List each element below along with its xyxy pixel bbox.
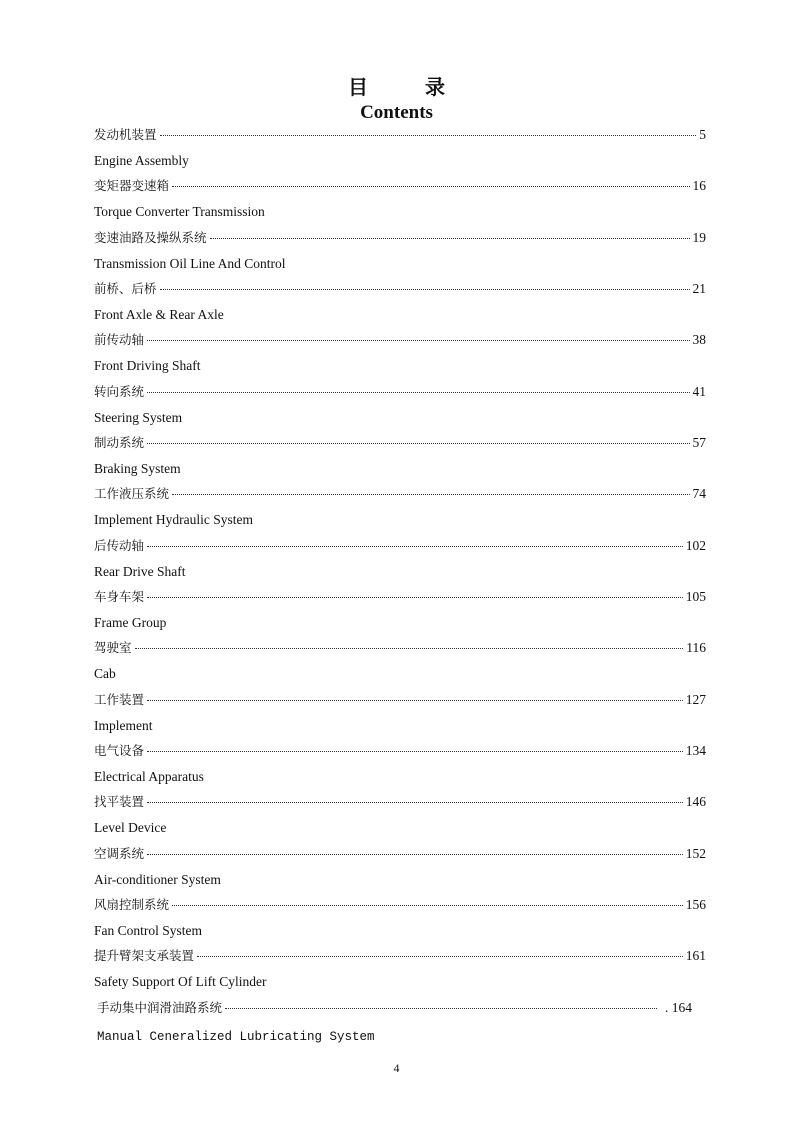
toc-entry-chinese-title: 前桥、后桥: [94, 280, 157, 296]
toc-entry-chinese-title: 工作装置: [94, 691, 145, 707]
toc-entry-page-number: 146: [685, 794, 706, 810]
toc-entry-english-title: Steering System: [94, 409, 183, 425]
toc-entry-english-title: Torque Converter Transmission: [94, 204, 265, 220]
toc-entry: [94, 788, 706, 839]
dot-leader: [147, 854, 683, 855]
toc-entry-page-number: 74: [692, 486, 706, 502]
toc-entry-page-number: 156: [685, 896, 706, 912]
toc-entry-chinese-row: [94, 121, 706, 149]
toc-entry-english-title: Braking System: [94, 460, 181, 476]
toc-entry: [94, 840, 706, 891]
toc-entry-english-title: Electrical Apparatus: [94, 768, 204, 784]
toc-entry-chinese-row: [94, 480, 706, 508]
toc-entry-chinese-row: [94, 326, 706, 354]
toc-entry: [94, 224, 706, 275]
toc-entry-english-title: Frame Group: [94, 614, 167, 630]
toc-entry-chinese-row: [94, 737, 706, 765]
dot-leader: [225, 1008, 657, 1009]
toc-entry: [94, 429, 706, 480]
toc-entry-chinese-row: [94, 378, 706, 406]
dot-leader: [210, 238, 690, 239]
toc-entry-chinese-title: 工作液压系统: [94, 486, 170, 502]
dot-leader: [147, 443, 689, 444]
toc-entry-page-number: 102: [685, 537, 706, 553]
toc-entry-page-number: 21: [692, 280, 706, 296]
toc-entry-chinese-title: 发动机装置: [94, 127, 157, 142]
toc-entry-page-number: 41: [692, 383, 706, 399]
toc-entry-page-number: 161: [685, 948, 706, 964]
toc-entry-chinese-title: 电气设备: [94, 742, 145, 758]
toc-entry-chinese-title: 变速油路及操纵系统: [94, 229, 207, 245]
toc-entry-english-title: Cab: [94, 666, 116, 682]
table-of-contents: [94, 121, 706, 1045]
toc-entry-chinese-title: 后传动轴: [94, 537, 145, 553]
toc-entry-chinese-title: 制动系统: [94, 434, 145, 450]
toc-entry-english-title: Fan Control System: [94, 922, 203, 938]
dot-leader: [147, 392, 689, 393]
toc-entry: [94, 121, 706, 172]
dot-leader: [172, 494, 689, 495]
toc-entry-english-title: Transmission Oil Line And Control: [94, 255, 286, 271]
toc-entry: [94, 686, 706, 737]
toc-entry: [94, 994, 706, 1045]
toc-entry-chinese-row: [94, 994, 706, 1022]
toc-entry-page-number: 38: [692, 332, 706, 348]
toc-entry-chinese-title: 空调系统: [94, 845, 145, 861]
toc-entry-chinese-title: 手动集中润滑油路系统: [97, 999, 223, 1015]
toc-entry-page-number: . 164: [665, 999, 692, 1015]
toc-entry-page-number: 116: [686, 640, 706, 656]
toc-entry-page-number: 127: [685, 691, 706, 707]
toc-entry-english-title: Rear Drive Shaft: [94, 563, 186, 579]
toc-entry-chinese-row: [94, 172, 706, 200]
toc-entry-chinese-title: 前传动轴: [94, 332, 145, 348]
toc-entry: [94, 737, 706, 788]
toc-entry-chinese-row: [94, 686, 706, 714]
toc-entry-english-title: Engine Assembly: [94, 153, 189, 168]
toc-entry-chinese-title: 找平装置: [94, 794, 145, 810]
toc-entry-english-title: Level Device: [94, 820, 167, 836]
dot-leader: [147, 340, 689, 341]
toc-entry-chinese-row: [94, 942, 706, 970]
toc-entry: [94, 378, 706, 429]
toc-entry-english-title: Manual Ceneralized Lubricating System: [97, 1029, 375, 1044]
toc-entry-page-number: 16: [692, 178, 706, 194]
toc-entry-english-title: Implement: [94, 717, 153, 733]
toc-entry-chinese-row: [94, 634, 706, 662]
toc-entry-page-number: 152: [685, 845, 706, 861]
toc-entry: [94, 480, 706, 531]
toc-entry: [94, 172, 706, 223]
dot-leader: [197, 956, 683, 957]
toc-entry-english-title: Front Driving Shaft: [94, 358, 201, 374]
dot-leader: [147, 700, 683, 701]
dot-leader: [135, 648, 684, 649]
toc-entry-page-number: 134: [685, 742, 706, 758]
toc-entry-chinese-row: [94, 583, 706, 611]
dot-leader: [172, 905, 683, 906]
toc-entry-chinese-row: [94, 224, 706, 252]
toc-entry-chinese-title: 提升臂架支承装置: [94, 948, 195, 964]
toc-entry-chinese-row: [94, 275, 706, 303]
toc-entry-chinese-title: 驾驶室: [94, 640, 132, 656]
toc-entry: [94, 275, 706, 326]
dot-leader: [147, 751, 683, 752]
toc-entry-english-title: Safety Support Of Lift Cylinder: [94, 974, 267, 990]
toc-entry-page-number: 105: [685, 588, 706, 604]
toc-entry: [94, 583, 706, 634]
toc-entry: [94, 942, 706, 993]
toc-entry-chinese-row: [94, 840, 706, 868]
dot-leader: [147, 802, 683, 803]
toc-entry-page-number: 5: [699, 127, 706, 142]
toc-entry-chinese-title: 变矩器变速箱: [94, 178, 170, 194]
toc-entry: [94, 634, 706, 685]
toc-entry-chinese-row: [94, 788, 706, 816]
toc-entry-page-number: 19: [692, 229, 706, 245]
dot-leader: [172, 186, 689, 187]
toc-entry-page-number: 57: [692, 434, 706, 450]
dot-leader: [147, 597, 683, 598]
page-number: 4: [393, 1061, 400, 1075]
toc-entry-chinese-title: 转向系统: [94, 383, 145, 399]
toc-title-english: Contents: [360, 102, 433, 123]
toc-entry-english-title: Implement Hydraulic System: [94, 512, 253, 528]
toc-title-chinese: 目 录: [348, 77, 471, 99]
toc-entry-chinese-row: [94, 532, 706, 560]
dot-leader: [160, 289, 690, 290]
toc-entry: [94, 891, 706, 942]
toc-entry-chinese-row: [94, 429, 706, 457]
dot-leader: [160, 135, 697, 136]
toc-entry-chinese-title: 车身车架: [94, 588, 145, 604]
toc-entry-chinese-row: [94, 891, 706, 919]
toc-entry: [94, 532, 706, 583]
toc-entry-chinese-title: 风扇控制系统: [94, 896, 170, 912]
dot-leader: [147, 546, 683, 547]
toc-entry: [94, 326, 706, 377]
toc-entry-english-title: Front Axle & Rear Axle: [94, 306, 224, 322]
toc-entry-english-title: Air-conditioner System: [94, 871, 221, 887]
